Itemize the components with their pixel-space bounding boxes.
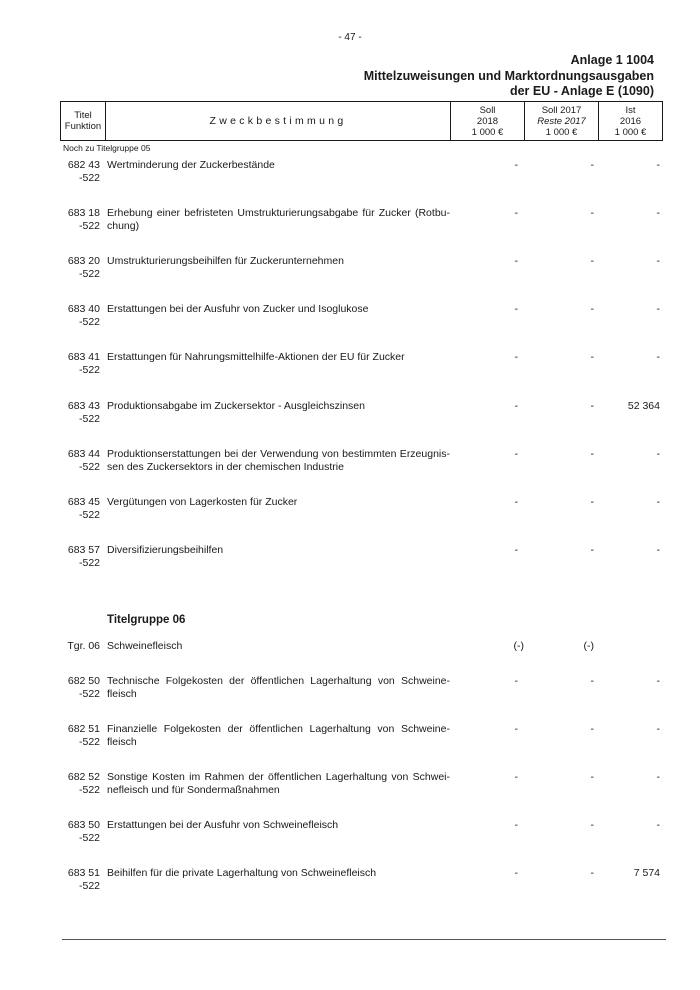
col-soll2018-l3: 1 000 € [471, 126, 504, 138]
soll-2018-value: - [514, 255, 518, 267]
funktion-number: -522 [78, 220, 100, 232]
funktion-number: -522 [78, 268, 100, 280]
table-row [0, 771, 700, 811]
funktion-number: -522 [78, 364, 100, 376]
group-code: Tgr. 06 [67, 640, 100, 652]
ist-2016-value: 52 364 [627, 400, 660, 412]
titel-number: 682 52 [67, 771, 100, 783]
soll-2017-value: - [590, 771, 594, 783]
col-titel-label: Titel [74, 110, 92, 121]
purpose-text: Technische Folgekosten der öffentlichen Lagerhaltung von Schweine-fleisch [107, 675, 450, 700]
table-row [0, 207, 700, 247]
soll-2017-value: - [590, 819, 594, 831]
col-soll2018-l1: Soll [479, 104, 496, 116]
funktion-number: -522 [78, 557, 100, 569]
soll-2017-value: - [590, 544, 594, 556]
ist-2016-value: 7 574 [633, 867, 660, 879]
purpose-text: Produktionserstattungen bei der Verwendung von bestimmten Erzeugnis-sen des Zuckersektors in der chemischen Industrie [107, 448, 450, 473]
soll-2017-value: - [590, 400, 594, 412]
purpose-text: Umstrukturierungsbeihilfen für Zuckerunternehmen [107, 255, 344, 267]
titel-number: 682 43 [67, 159, 100, 171]
col-soll-2017 [525, 102, 599, 141]
purpose-text: Diversifizierungsbeihilfen [107, 544, 224, 556]
soll-2018-value: - [514, 867, 518, 879]
col-titel-funktion [61, 102, 106, 141]
purpose-text: Erstattungen bei der Ausfuhr von Zucker und Isoglukose [107, 303, 369, 315]
col-soll2017-l3: 1 000 € [545, 126, 578, 138]
soll-2017-value: - [590, 303, 594, 315]
titel-number: 682 51 [67, 723, 100, 735]
col-soll2017-l2: Reste 2017 [537, 115, 586, 127]
col-ist2016-l3: 1 000 € [614, 126, 647, 138]
soll-2018-value: - [514, 819, 518, 831]
ist-2016-value: - [656, 207, 660, 219]
ist-2016-value: - [656, 675, 660, 687]
table-row [0, 255, 700, 295]
funktion-number: -522 [78, 316, 100, 328]
soll-2018-value: - [514, 159, 518, 171]
soll-2018-value: - [514, 723, 518, 735]
col-soll-2018 [451, 102, 525, 141]
soll-2017-value: - [590, 159, 594, 171]
soll-2017-value: (-) [583, 640, 594, 652]
funktion-number: -522 [78, 509, 100, 521]
purpose-text: Finanzielle Folgekosten der öffentlichen Lagerhaltung von Schweine-fleisch [107, 723, 450, 748]
table-row [0, 448, 700, 488]
col-ist-2016 [599, 102, 663, 141]
funktion-number: -522 [78, 784, 100, 796]
ist-2016-value: - [656, 723, 660, 735]
soll-2018-value: - [514, 351, 518, 363]
ist-2016-value: - [656, 496, 660, 508]
col-zweck-label: Zweckbestimmung [209, 114, 347, 127]
group-06-heading: Titelgruppe 06 [107, 614, 186, 626]
ist-2016-value: - [656, 448, 660, 460]
soll-2018-value: - [514, 448, 518, 460]
soll-2018-value: - [514, 771, 518, 783]
funktion-number: -522 [78, 832, 100, 844]
table-row [0, 819, 700, 859]
purpose-text: Vergütungen von Lagerkosten für Zucker [107, 496, 298, 508]
group-total-row [0, 640, 700, 656]
document-subtitle: der EU - Anlage E (1090) [509, 84, 654, 98]
funktion-number: -522 [78, 880, 100, 892]
table-row [0, 400, 700, 440]
col-ist2016-l1: Ist [625, 104, 636, 116]
column-header-table [60, 101, 663, 141]
titel-number: 683 18 [67, 207, 100, 219]
titel-number: 682 50 [67, 675, 100, 687]
ist-2016-value: - [656, 255, 660, 267]
ist-2016-value: - [656, 303, 660, 315]
soll-2018-value: (-) [513, 640, 524, 652]
soll-2017-value: - [590, 255, 594, 267]
annex-number: Anlage 1 1004 [570, 53, 654, 67]
col-funktion-label: Funktion [64, 121, 102, 132]
soll-2017-value: - [590, 496, 594, 508]
group-text: Schweinefleisch [107, 640, 183, 652]
purpose-text: Erhebung einer befristeten Umstrukturierungsabgabe für Zucker (Rotbu-chung) [107, 207, 450, 232]
purpose-text: Sonstige Kosten im Rahmen der öffentlichen Lagerhaltung von Schwei-nefleisch und für Sondermaßnahmen [107, 771, 450, 796]
purpose-text: Produktionsabgabe im Zuckersektor - Ausgleichszinsen [107, 400, 365, 412]
titel-number: 683 40 [67, 303, 100, 315]
purpose-text: Beihilfen für die private Lagerhaltung von Schweinefleisch [107, 867, 377, 879]
funktion-number: -522 [78, 461, 100, 473]
col-zweckbestimmung [106, 102, 451, 141]
table-row [0, 496, 700, 536]
ist-2016-value: - [656, 819, 660, 831]
titel-number: 683 41 [67, 351, 100, 363]
table-row [0, 544, 700, 584]
soll-2018-value: - [514, 496, 518, 508]
continuation-note: Noch zu Titelgruppe 05 [63, 143, 151, 153]
funktion-number: -522 [78, 688, 100, 700]
soll-2018-value: - [514, 303, 518, 315]
col-soll2017-l1: Soll 2017 [541, 104, 582, 116]
soll-2018-value: - [514, 207, 518, 219]
col-ist2016-l2: 2016 [619, 115, 642, 127]
table-row [0, 159, 700, 199]
titel-number: 683 20 [67, 255, 100, 267]
table-row [0, 351, 700, 391]
page-number: - 47 - [338, 32, 362, 43]
purpose-text: Wertminderung der Zuckerbestände [107, 159, 275, 171]
soll-2018-value: - [514, 675, 518, 687]
purpose-text: Erstattungen für Nahrungsmittelhilfe-Aktionen der EU für Zucker [107, 351, 405, 363]
soll-2017-value: - [590, 448, 594, 460]
soll-2017-value: - [590, 675, 594, 687]
soll-2018-value: - [514, 400, 518, 412]
funktion-number: -522 [78, 413, 100, 425]
titel-number: 683 50 [67, 819, 100, 831]
table-row [0, 867, 700, 907]
soll-2017-value: - [590, 207, 594, 219]
titel-number: 683 45 [67, 496, 100, 508]
table-row [0, 675, 700, 715]
soll-2017-value: - [590, 351, 594, 363]
table-row [0, 723, 700, 763]
funktion-number: -522 [78, 172, 100, 184]
titel-number: 683 43 [67, 400, 100, 412]
soll-2017-value: - [590, 867, 594, 879]
ist-2016-value: - [656, 351, 660, 363]
bottom-divider [62, 939, 666, 940]
titel-number: 683 57 [67, 544, 100, 556]
purpose-text: Erstattungen bei der Ausfuhr von Schweinefleisch [107, 819, 339, 831]
ist-2016-value: - [656, 159, 660, 171]
titel-number: 683 51 [67, 867, 100, 879]
col-soll2018-l2: 2018 [476, 115, 499, 127]
document-title: Mittelzuweisungen und Marktordnungsausgaben [363, 69, 654, 83]
table-row [0, 303, 700, 343]
ist-2016-value: - [656, 544, 660, 556]
soll-2018-value: - [514, 544, 518, 556]
titel-number: 683 44 [67, 448, 100, 460]
funktion-number: -522 [78, 736, 100, 748]
soll-2017-value: - [590, 723, 594, 735]
ist-2016-value: - [656, 771, 660, 783]
